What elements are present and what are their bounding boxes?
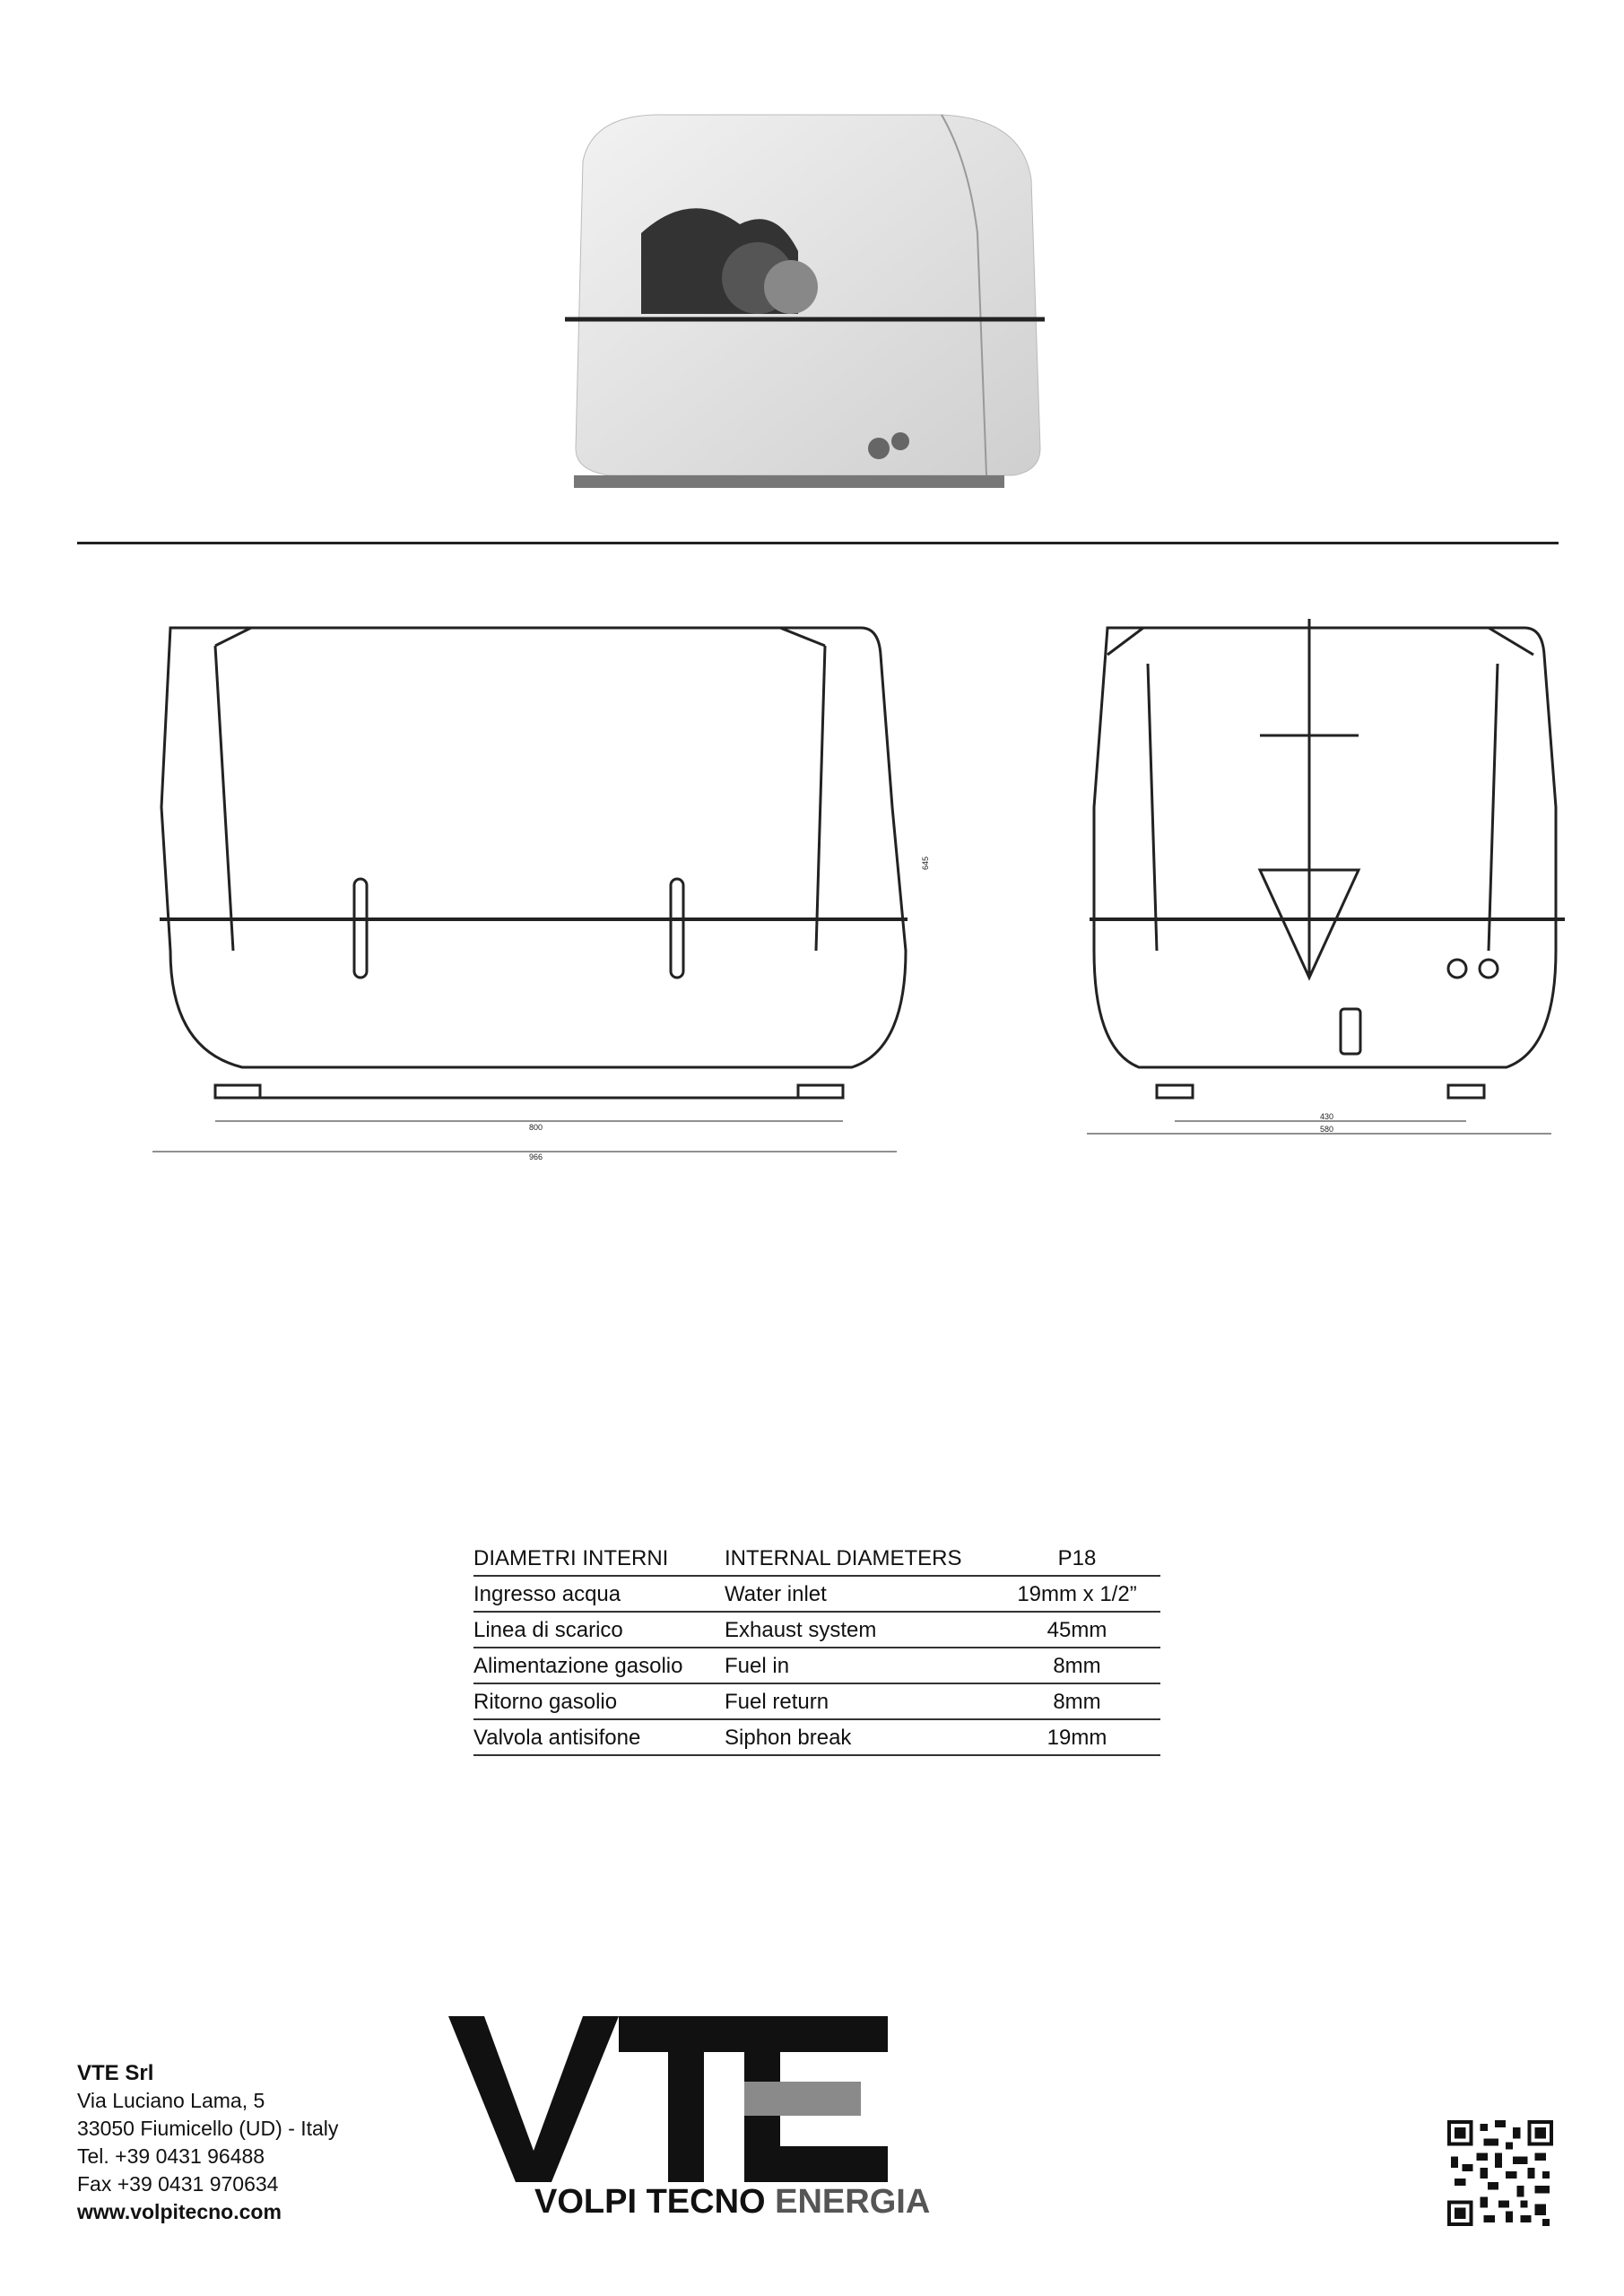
side-view-drawing xyxy=(1067,601,1569,1139)
table-row xyxy=(473,1683,1160,1719)
cell-en: Water inlet xyxy=(725,1576,994,1612)
website-link[interactable]: www.volpitecno.com xyxy=(77,2200,282,2223)
header-en: INTERNAL DIAMETERS xyxy=(725,1541,994,1576)
dim-width-inner: 800 xyxy=(529,1123,543,1132)
company-address xyxy=(77,2059,338,2226)
cell-value: 19mm x 1/2” xyxy=(994,1576,1160,1612)
section-divider xyxy=(77,542,1559,544)
cell-it: Alimentazione gasolio xyxy=(473,1648,725,1683)
table-row xyxy=(473,1719,1160,1755)
address-tel: Tel. +39 0431 96488 xyxy=(77,2144,265,2168)
table-row xyxy=(473,1648,1160,1683)
cell-value: 45mm xyxy=(994,1612,1160,1648)
company-name: VTE Srl xyxy=(77,2061,154,2085)
cell-it: Ingresso acqua xyxy=(473,1576,725,1612)
cell-en: Exhaust system xyxy=(725,1612,994,1648)
side-dim-width-inner: 430 xyxy=(1320,1112,1334,1121)
cell-it: Linea di scarico xyxy=(473,1612,725,1648)
cell-value: 8mm xyxy=(994,1683,1160,1719)
cell-it: Ritorno gasolio xyxy=(473,1683,725,1719)
cell-value: 19mm xyxy=(994,1719,1160,1755)
generator-enclosure-image xyxy=(556,108,1058,502)
tagline-part2: ENERGIA xyxy=(775,2183,931,2221)
header-model: P18 xyxy=(994,1541,1160,1576)
qr-code-icon[interactable] xyxy=(1447,2120,1553,2226)
tagline-part1: VOLPI TECNO xyxy=(534,2183,776,2221)
address-fax: Fax +39 0431 970634 xyxy=(77,2172,279,2196)
header-it: DIAMETRI INTERNI xyxy=(473,1541,725,1576)
cell-en: Fuel return xyxy=(725,1683,994,1719)
table-row xyxy=(473,1576,1160,1612)
vte-logo xyxy=(448,2016,915,2258)
table-header-row xyxy=(473,1541,1160,1576)
internal-diameters-table xyxy=(473,1541,1160,1756)
dim-width-outer: 966 xyxy=(529,1152,543,1161)
cell-en: Siphon break xyxy=(725,1719,994,1755)
cell-value: 8mm xyxy=(994,1648,1160,1683)
address-street: Via Luciano Lama, 5 xyxy=(77,2089,265,2112)
side-dim-width-outer: 580 xyxy=(1320,1125,1334,1134)
table-row xyxy=(473,1612,1160,1648)
front-view-drawing xyxy=(135,601,942,1175)
cell-it: Valvola antisifone xyxy=(473,1719,725,1755)
cell-en: Fuel in xyxy=(725,1648,994,1683)
address-city: 33050 Fiumicello (UD) - Italy xyxy=(77,2117,339,2140)
logo-tagline xyxy=(534,2183,930,2222)
dim-height: 645 xyxy=(921,856,930,870)
